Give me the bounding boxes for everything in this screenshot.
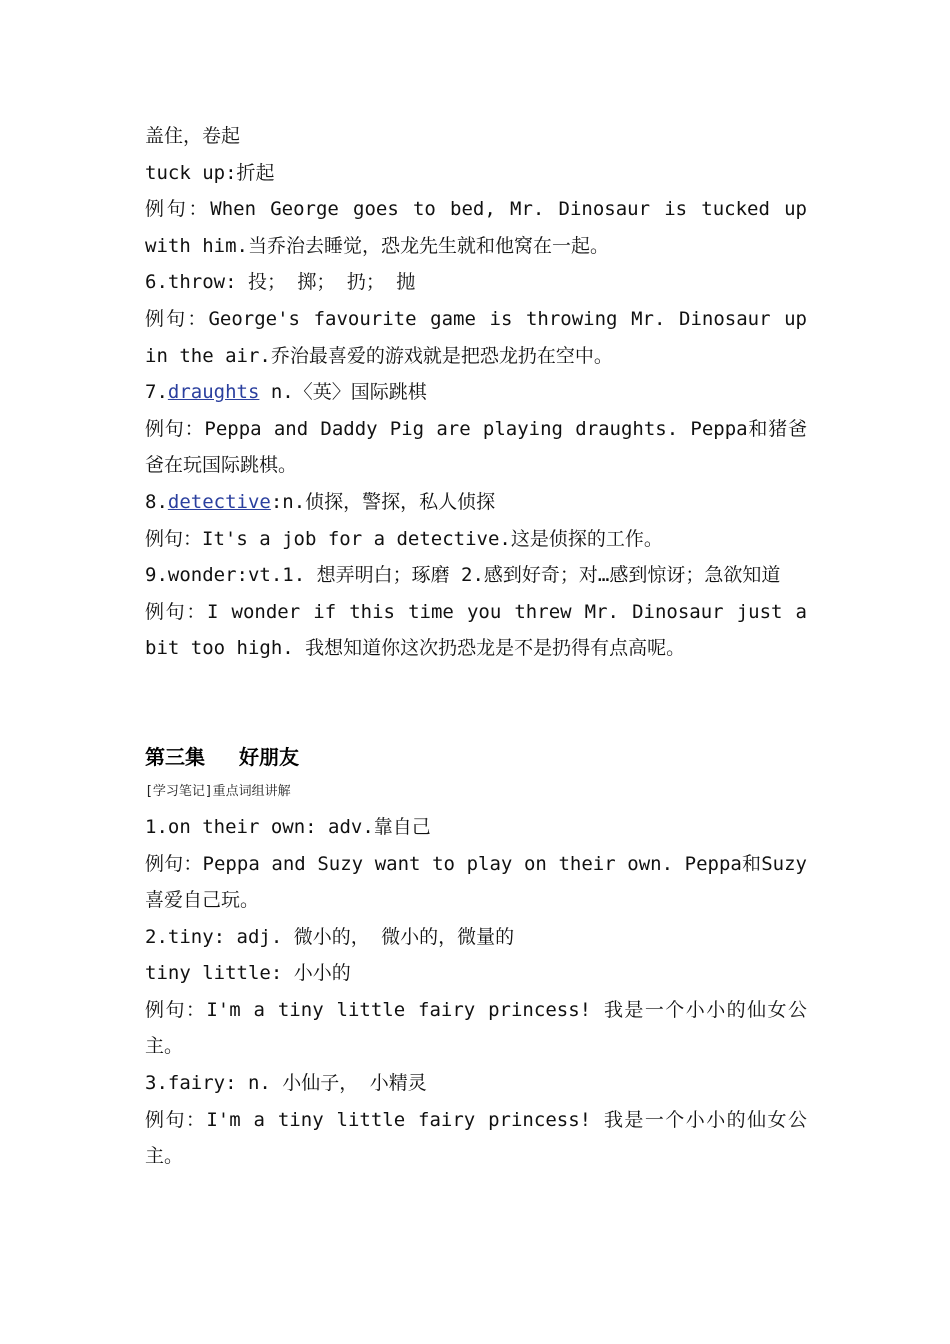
phrase-entry: tiny little: 小小的	[145, 962, 351, 985]
entry-number: 7.	[145, 381, 168, 404]
example-sentence: 例句：I'm a tiny little fairy princess! 我是一个小小的仙女公主。	[145, 1108, 807, 1168]
vocab-entry-fairy: 3.fairy: n. 小仙子， 小精灵	[145, 1072, 427, 1095]
vocab-entry-wonder: 9.wonder:vt.1. 想弄明白；琢磨 2.感到好奇；对…感到惊讶；急欲知道	[145, 564, 781, 587]
draughts-link[interactable]: draughts	[167, 381, 260, 404]
section-heading-episode: 第三集	[145, 744, 205, 769]
example-sentence: 例句：Peppa and Daddy Pig are playing draughts. Peppa和猪爸爸在玩国际跳棋。	[145, 417, 807, 477]
vocab-entry-detective	[145, 484, 807, 521]
detective-link[interactable]: detective	[167, 490, 271, 513]
section-heading-name: 好朋友	[239, 744, 299, 769]
vocab-entry-draughts	[145, 374, 807, 411]
vocab-entry-on-their-own: 1.on their own: adv.靠自己	[145, 815, 431, 838]
example-sentence: 例句：When George goes to bed, Mr. Dinosaur is tucked up with him.当乔治去睡觉，恐龙先生就和他窝在一起。	[145, 198, 807, 257]
vocab-entry-throw: 6.throw: 投； 掷； 扔； 抛	[145, 271, 416, 294]
example-sentence: 例句：I wonder if this time you threw Mr. Dinosaur just a bit too high. 我想知道你这次扔恐龙是不是扔得有点高呢。	[145, 600, 807, 660]
document-body	[145, 118, 807, 1175]
phrase-entry: tuck up:折起	[145, 161, 275, 184]
example-sentence: 例句：Peppa and Suzy want to play on their own. Peppa和Suzy 喜爱自己玩。	[145, 852, 807, 912]
entry-definition: :n.侦探，警探，私人侦探	[270, 490, 496, 513]
example-sentence: 例句：It's a job for a detective.这是侦探的工作。	[145, 527, 663, 550]
vocab-entry-tiny: 2.tiny: adj. 微小的， 微小的，微量的	[145, 925, 515, 948]
example-sentence: 例句：I'm a tiny little fairy princess! 我是一个小小的仙女公主。	[145, 998, 807, 1058]
text-line: 盖住，卷起	[145, 125, 241, 147]
study-note-label: [学习笔记]重点词组讲解	[145, 783, 291, 799]
entry-number: 8.	[145, 490, 168, 513]
example-sentence: 例句：George's favourite game is throwing Mr. Dinosaur up in the air.乔治最喜爱的游戏就是把恐龙扔在空中。	[145, 307, 807, 367]
section-heading	[145, 739, 807, 775]
section-spacer	[145, 667, 807, 739]
entry-definition: n.〈英〉国际跳棋	[259, 381, 427, 404]
